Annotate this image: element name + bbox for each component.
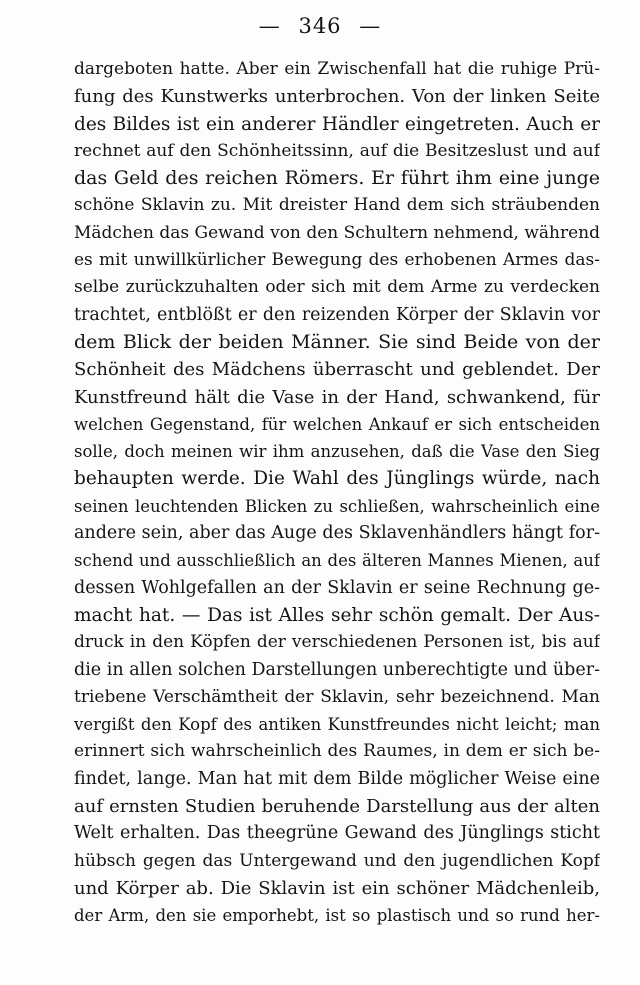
text-line: Schönheit des Mädchens überrascht und geblendet. Der: [74, 359, 600, 381]
text-line: selbe zurückzuhalten oder sich mit dem Arme zu verdecken: [74, 277, 600, 298]
page-number-dash-right: —: [359, 14, 382, 38]
text-line: welchen Gegenstand, für welchen Ankauf er sich entscheiden: [74, 414, 600, 434]
body-text: [74, 56, 600, 930]
text-line: triebene Verschämtheit der Sklavin, sehr bezeichnend. Man: [74, 686, 600, 707]
text-line: des Bildes ist ein anderer Händler eingetreten. Auch er: [74, 113, 600, 135]
text-line: auf ernsten Studien beruhende Darstellung aus der alten: [74, 796, 600, 818]
text-line: der Arm, den sie emporhebt, ist so plastisch und so rund her-: [74, 906, 600, 926]
text-line: hübsch gegen das Untergewand und den jugendlichen Kopf: [74, 850, 600, 871]
text-line: druck in den Köpfen der verschiedenen Personen ist, bis auf: [74, 632, 600, 653]
text-line: Kunstfreund hält die Vase in der Hand, schwankend, für: [74, 386, 600, 408]
text-line: Mädchen das Gewand von den Schultern nehmend, während: [74, 222, 600, 243]
text-line: vergißt den Kopf des antiken Kunstfreundes nicht leicht; man: [74, 715, 600, 735]
text-line: schend und ausschließlich an des älteren Mannes Mienen, auf: [74, 551, 600, 571]
text-line: solle, doch meinen wir ihm anzusehen, daß die Vase den Sieg: [74, 442, 600, 462]
text-line: fung des Kunstwerks unterbrochen. Von der linken Seite: [74, 86, 600, 108]
text-line: behaupten werde. Die Wahl des Jünglings würde, nach: [74, 468, 600, 490]
text-line: rechnet auf den Schönheitssinn, auf die Besitzeslust und auf: [74, 140, 600, 161]
text-line: dessen Wohlgefallen an der Sklavin er seine Rechnung ge-: [74, 577, 600, 598]
text-line: es mit unwillkürlicher Bewegung des erhobenen Armes das-: [74, 250, 600, 271]
page-number: 346: [298, 14, 342, 38]
text-line: das Geld des reichen Römers. Er führt ihm eine junge: [74, 167, 600, 190]
text-line: dem Blick der beiden Männer. Sie sind Beide von der: [74, 330, 600, 353]
text-line: und Körper ab. Die Sklavin ist ein schöner Mädchenleib,: [74, 877, 600, 899]
text-line: die in allen solchen Darstellungen unberechtigte und über-: [74, 659, 600, 680]
page-header: [0, 14, 640, 38]
text-line: schöne Sklavin zu. Mit dreister Hand dem sich sträubenden: [74, 195, 600, 216]
text-line: Welt erhalten. Das theegrüne Gewand des Jünglings sticht: [74, 823, 600, 844]
text-line: findet, lange. Man hat mit dem Bilde möglicher Weise eine: [74, 768, 600, 789]
text-line: erinnert sich wahrscheinlich des Raumes, in dem er sich be-: [74, 741, 600, 762]
text-line: seinen leuchtenden Blicken zu schließen, wahrscheinlich eine: [74, 496, 600, 516]
text-line: trachtet, entblößt er den reizenden Körper der Sklavin vor: [74, 304, 600, 325]
text-line: dargeboten hatte. Aber ein Zwischenfall hat die ruhige Prü-: [74, 59, 600, 79]
page-number-dash-left: —: [258, 14, 281, 38]
text-line: andere sein, aber das Auge des Sklavenhändlers hängt for-: [74, 523, 600, 544]
text-line: macht hat. — Das ist Alles sehr schön gemalt. Der Aus-: [74, 604, 600, 626]
